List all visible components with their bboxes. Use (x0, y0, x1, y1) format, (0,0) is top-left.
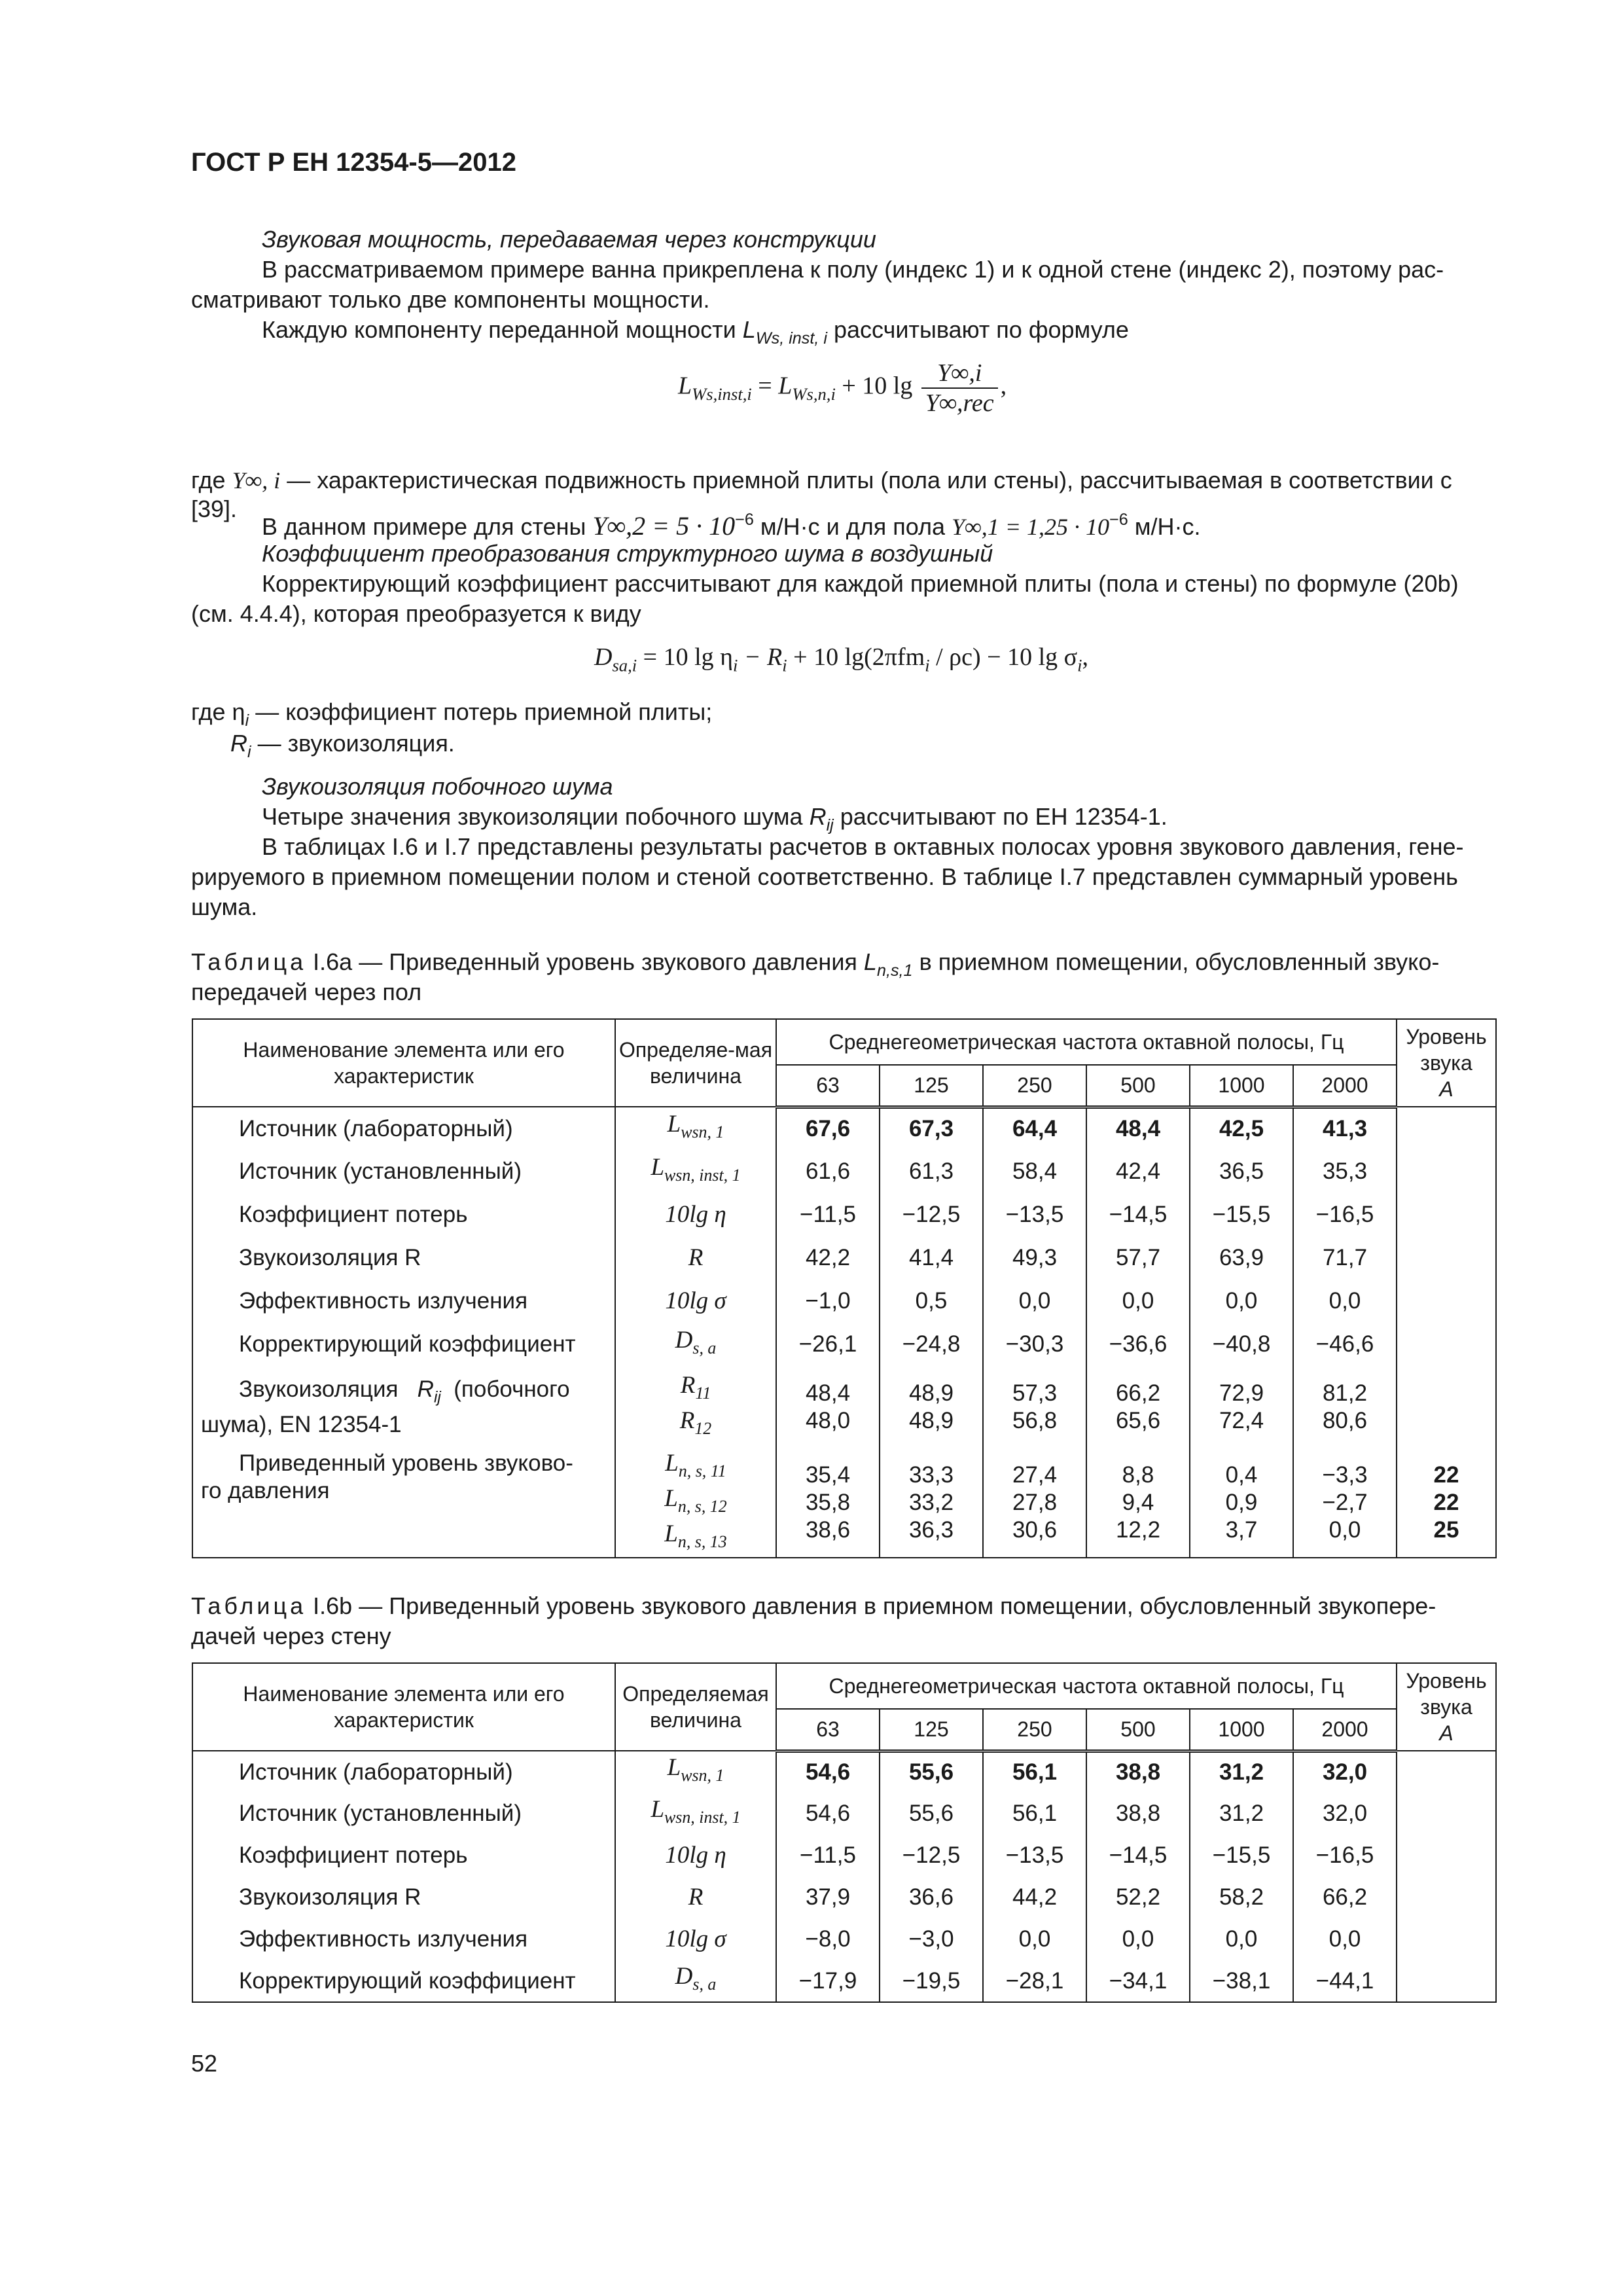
value-cell: −15,5 (1190, 1835, 1293, 1876)
row-label: Звукоизоляция R (192, 1236, 615, 1280)
value-cell: 0,0 (1293, 1918, 1397, 1960)
formula-correction: $D_{sa,i} = 10$ $\lg \eta_i - R_i + 10$ lg(2πfm$_i$ / ρc) − 10 $\lg \sigma_i$, (594, 643, 1088, 675)
row-label: Источник (лабораторный) (192, 1751, 615, 1793)
value-cell: 0,0 (983, 1918, 1086, 1960)
value-cell: 32,0 (1293, 1793, 1397, 1835)
value-cell: −1,0 (776, 1280, 880, 1323)
level-cell: 22 22 25 (1397, 1448, 1496, 1558)
value-cell: 55,6 (880, 1793, 983, 1835)
table-wall-transmission (192, 1662, 1497, 2003)
value-cell: 55,6 (880, 1751, 983, 1793)
level-cell (1397, 1918, 1496, 1960)
value-cell: 63,9 (1190, 1236, 1293, 1280)
table-row (192, 1960, 1496, 2002)
heading-sound-power: Звуковая мощность, передаваемая через конструкции (262, 226, 876, 253)
value-cell: 42,5 (1190, 1107, 1293, 1150)
value-cell: −11,5 (776, 1193, 880, 1236)
header-freq: 63 (776, 1065, 880, 1107)
row-label: Коэффициент потерь (192, 1193, 615, 1236)
value-cell: 56,1 (983, 1751, 1086, 1793)
fraction: $\frac{Y\infty,i}{\text{Y∞,rec}}$ (921, 359, 998, 418)
value-cell: 54,6 (776, 1793, 880, 1835)
table-b-caption-cont: дачей через стену (191, 1623, 391, 1649)
value-cell: 35,4 35,8 38,6 (776, 1448, 880, 1558)
value-cell: 44,2 (983, 1876, 1086, 1918)
table-row (192, 1918, 1496, 1960)
row-quantity: R (615, 1876, 776, 1918)
value-cell: 67,6 (776, 1107, 880, 1150)
header-name: Наименование элемента или его характеристик (192, 1019, 615, 1107)
table-floor-transmission (192, 1018, 1497, 1558)
header-freq: 250 (983, 1065, 1086, 1107)
value-cell: 81,2 80,6 (1293, 1366, 1397, 1448)
header-freq: 2000 (1293, 1709, 1397, 1751)
level-cell (1397, 1876, 1496, 1918)
level-cell (1397, 1793, 1496, 1835)
value-cell: 61,6 (776, 1150, 880, 1193)
definition-loss-factor: где $\eta_i$ — коэффициент потерь приемной плиты; (191, 698, 713, 730)
row-quantity: $L_{n, s, 11}$ $L_{n, s, 12}$ $L_{n, s, 13}$ (615, 1448, 776, 1558)
value-cell: 27,4 27,8 30,6 (983, 1448, 1086, 1558)
row-quantity: $D_{s, a}$ (615, 1323, 776, 1366)
level-cell (1397, 1960, 1496, 2002)
value-cell: −26,1 (776, 1323, 880, 1366)
value-cell: 31,2 (1190, 1751, 1293, 1793)
value-cell: 0,0 (1190, 1918, 1293, 1960)
row-quantity: $L_{wsn, 1}$ (615, 1107, 776, 1150)
row-label: Приведенный уровень звуково- го давления (192, 1448, 615, 1558)
row-label: Звукоизоляция $R_{ij}$ (побочного шума), EN 12354-1 (192, 1366, 615, 1448)
value-cell: 48,4 48,0 (776, 1366, 880, 1448)
table-row-flank (192, 1366, 1496, 1448)
paragraph-tables-end: шума. (191, 893, 258, 920)
value-cell: 52,2 (1086, 1876, 1190, 1918)
table-row (192, 1876, 1496, 1918)
table-row (192, 1107, 1496, 1150)
header-freq: 500 (1086, 1065, 1190, 1107)
table-row (192, 1193, 1496, 1236)
value-cell: −19,5 (880, 1960, 983, 2002)
value-cell: −14,5 (1086, 1193, 1190, 1236)
value-cell: 54,6 (776, 1751, 880, 1793)
header-freq: 2000 (1293, 1065, 1397, 1107)
level-cell (1397, 1193, 1496, 1236)
value-cell: −46,6 (1293, 1323, 1397, 1366)
row-quantity: $L_{wsn, inst, 1}$ (615, 1793, 776, 1835)
header-frequency-group: Среднегеометрическая частота октавной полосы, Гц (776, 1663, 1397, 1709)
row-quantity: $L_{wsn, inst, 1}$ (615, 1150, 776, 1193)
table-row (192, 1751, 1496, 1793)
paragraph-tables-cont: рируемого в приемном помещении полом и стеной соответственно. В таблице I.7 представлен суммарный уровень (191, 863, 1458, 890)
value-cell: 33,3 33,2 36,3 (880, 1448, 983, 1558)
row-quantity: 10lg σ (615, 1280, 776, 1323)
level-cell (1397, 1236, 1496, 1280)
document-header: ГОСТ Р ЕН 12354-5—2012 (191, 148, 516, 177)
header-freq: 250 (983, 1709, 1086, 1751)
table-row (192, 1793, 1496, 1835)
value-cell: 32,0 (1293, 1751, 1397, 1793)
paragraph-example: В рассматриваемом примере ванна прикреплена к полу (индекс 1) и к одной стене (индекс 2), поэтому рас- (262, 256, 1444, 283)
value-cell: 56,1 (983, 1793, 1086, 1835)
row-label: Корректирующий коэффициент (192, 1323, 615, 1366)
row-quantity: 10lg σ (615, 1918, 776, 1960)
value-cell: −24,8 (880, 1323, 983, 1366)
value-cell: −28,1 (983, 1960, 1086, 2002)
header-quantity: Определяемая величина (615, 1663, 776, 1751)
value-cell: 0,0 (983, 1280, 1086, 1323)
value-cell: −38,1 (1190, 1960, 1293, 2002)
header-freq: 1000 (1190, 1709, 1293, 1751)
row-label: Эффективность излучения (192, 1918, 615, 1960)
value-cell: 0,0 (1086, 1918, 1190, 1960)
value-cell: −30,3 (983, 1323, 1086, 1366)
table-row (192, 1280, 1496, 1323)
value-cell: −3,0 (880, 1918, 983, 1960)
row-label: Корректирующий коэффициент (192, 1960, 615, 2002)
level-cell (1397, 1323, 1496, 1366)
header-sound-level: Уровень звука A (1397, 1019, 1496, 1107)
value-cell: 58,2 (1190, 1876, 1293, 1918)
value-cell: −34,1 (1086, 1960, 1190, 2002)
formula-power-transfer: $L_{Ws,inst,i} = L_{Ws,n,i} + 10$ lg $\frac{Y\infty,i}{\text{Y∞,rec}}$ , (678, 359, 1007, 417)
value-cell: −12,5 (880, 1193, 983, 1236)
value-cell: 41,4 (880, 1236, 983, 1280)
level-cell (1397, 1150, 1496, 1193)
value-cell: 58,4 (983, 1150, 1086, 1193)
paragraph-flank: Четыре значения звукоизоляции побочного шума $R_{ij}$ рассчитывают по ЕН 12354-1. (262, 803, 1168, 834)
value-cell: −13,5 (983, 1835, 1086, 1876)
value-cell: 57,3 56,8 (983, 1366, 1086, 1448)
value-cell: 71,7 (1293, 1236, 1397, 1280)
row-quantity: 10lg η (615, 1193, 776, 1236)
row-quantity: R (615, 1236, 776, 1280)
table-a-caption-cont: передачей через пол (191, 978, 422, 1005)
level-cell (1397, 1835, 1496, 1876)
row-quantity: $D_{s, a}$ (615, 1960, 776, 2002)
value-cell: 0,0 (1190, 1280, 1293, 1323)
value-cell: −15,5 (1190, 1193, 1293, 1236)
header-name: Наименование элемента или его характеристик (192, 1663, 615, 1751)
level-cell (1397, 1280, 1496, 1323)
value-cell: 36,6 (880, 1876, 983, 1918)
table-a-caption: Таблица I.6a — Приведенный уровень звукового давления $L_{n,s,1}$ в приемном помещении, обусловленный звуко- (191, 948, 1440, 980)
row-label: Источник (установленный) (192, 1150, 615, 1193)
row-label: Звукоизоляция R (192, 1876, 615, 1918)
value-cell: 61,3 (880, 1150, 983, 1193)
definition-insulation: $R_i$ — звукоизоляция. (230, 730, 455, 761)
row-quantity: $R_{11}$ $R_{12}$ (615, 1366, 776, 1448)
heading-conversion: Коэффициент преобразования структурного шума в воздушный (262, 540, 993, 567)
level-cell (1397, 1751, 1496, 1793)
value-cell: −16,5 (1293, 1193, 1397, 1236)
value-cell: 31,2 (1190, 1793, 1293, 1835)
value-cell: −44,1 (1293, 1960, 1397, 2002)
level-cell (1397, 1366, 1496, 1448)
value-cell: 36,5 (1190, 1150, 1293, 1193)
value-cell: 49,3 (983, 1236, 1086, 1280)
value-cell: 8,8 9,4 12,2 (1086, 1448, 1190, 1558)
row-quantity: $L_{wsn, 1}$ (615, 1751, 776, 1793)
value-cell: 37,9 (776, 1876, 880, 1918)
value-cell: 0,0 (1086, 1280, 1190, 1323)
header-freq: 63 (776, 1709, 880, 1751)
value-cell: −17,9 (776, 1960, 880, 2002)
row-label: Источник (установленный) (192, 1793, 615, 1835)
header-freq: 1000 (1190, 1065, 1293, 1107)
row-quantity: 10lg η (615, 1835, 776, 1876)
value-cell: −14,5 (1086, 1835, 1190, 1876)
value-cell: 48,9 48,9 (880, 1366, 983, 1448)
value-cell: 42,4 (1086, 1150, 1190, 1193)
value-cell: 35,3 (1293, 1150, 1397, 1193)
definition-mobility: где Y∞, i — характеристическая подвижность приемной плиты (пола или стены), рассчитываемая в соответствии с [39]. (191, 467, 1452, 522)
table-row-levels (192, 1448, 1496, 1558)
value-cell: −36,6 (1086, 1323, 1190, 1366)
paragraph-correction: Корректирующий коэффициент рассчитывают для каждой приемной плиты (пола и стены) по формуле (20b) (262, 570, 1459, 597)
header-sound-level: Уровень звука A (1397, 1663, 1496, 1751)
page-number: 52 (191, 2050, 218, 2077)
header-frequency-group: Среднегеометрическая частота октавной полосы, Гц (776, 1019, 1397, 1065)
level-cell (1397, 1107, 1496, 1150)
value-cell: 57,7 (1086, 1236, 1190, 1280)
value-cell: −13,5 (983, 1193, 1086, 1236)
header-freq: 125 (880, 1709, 983, 1751)
heading-flank: Звукоизоляция побочного шума (262, 773, 613, 800)
value-cell: 48,4 (1086, 1107, 1190, 1150)
row-label: Коэффициент потерь (192, 1835, 615, 1876)
value-cell: −12,5 (880, 1835, 983, 1876)
paragraph-example-cont: сматривают только две компоненты мощности. (191, 286, 710, 313)
paragraph-tables: В таблицах I.6 и I.7 представлены результаты расчетов в октавных полосах уровня звукового давления, гене- (262, 833, 1464, 860)
value-cell: −40,8 (1190, 1323, 1293, 1366)
row-label: Эффективность излучения (192, 1280, 615, 1323)
value-cell: 0,4 0,9 3,7 (1190, 1448, 1293, 1558)
paragraph-example-values: В данном примере для стены $Y\infty,2 = 5 \cdot 10^{-6}$ м/Н·с и для пола $Y\infty,1 = 1,25 \cdot 10^{-6}$ м/Н·с. (262, 511, 1201, 541)
value-cell: 64,4 (983, 1107, 1086, 1150)
value-cell: 42,2 (776, 1236, 880, 1280)
value-cell: 66,2 (1293, 1876, 1397, 1918)
row-label: Источник (лабораторный) (192, 1107, 615, 1150)
paragraph-correction-cont: (см. 4.4.4), которая преобразуется к виду (191, 600, 641, 627)
value-cell: −16,5 (1293, 1835, 1397, 1876)
table-row (192, 1150, 1496, 1193)
value-cell: 0,5 (880, 1280, 983, 1323)
header-freq: 500 (1086, 1709, 1190, 1751)
table-b-caption: Таблица I.6b — Приведенный уровень звукового давления в приемном помещении, обусловленный звукопере- (191, 1592, 1436, 1619)
value-cell: 41,3 (1293, 1107, 1397, 1150)
value-cell: −11,5 (776, 1835, 880, 1876)
value-cell: 66,2 65,6 (1086, 1366, 1190, 1448)
paragraph-component: Каждую компоненту переданной мощности $L_{Ws, inst, i}$ рассчитывают по формуле (262, 316, 1129, 348)
value-cell: −3,3 −2,7 0,0 (1293, 1448, 1397, 1558)
table-row (192, 1236, 1496, 1280)
value-cell: 0,0 (1293, 1280, 1397, 1323)
value-cell: 72,9 72,4 (1190, 1366, 1293, 1448)
table-row (192, 1323, 1496, 1366)
value-cell: 38,8 (1086, 1751, 1190, 1793)
value-cell: −8,0 (776, 1918, 880, 1960)
value-cell: 38,8 (1086, 1793, 1190, 1835)
header-quantity: Определяе-мая величина (615, 1019, 776, 1107)
header-freq: 125 (880, 1065, 983, 1107)
value-cell: 67,3 (880, 1107, 983, 1150)
table-row (192, 1835, 1496, 1876)
